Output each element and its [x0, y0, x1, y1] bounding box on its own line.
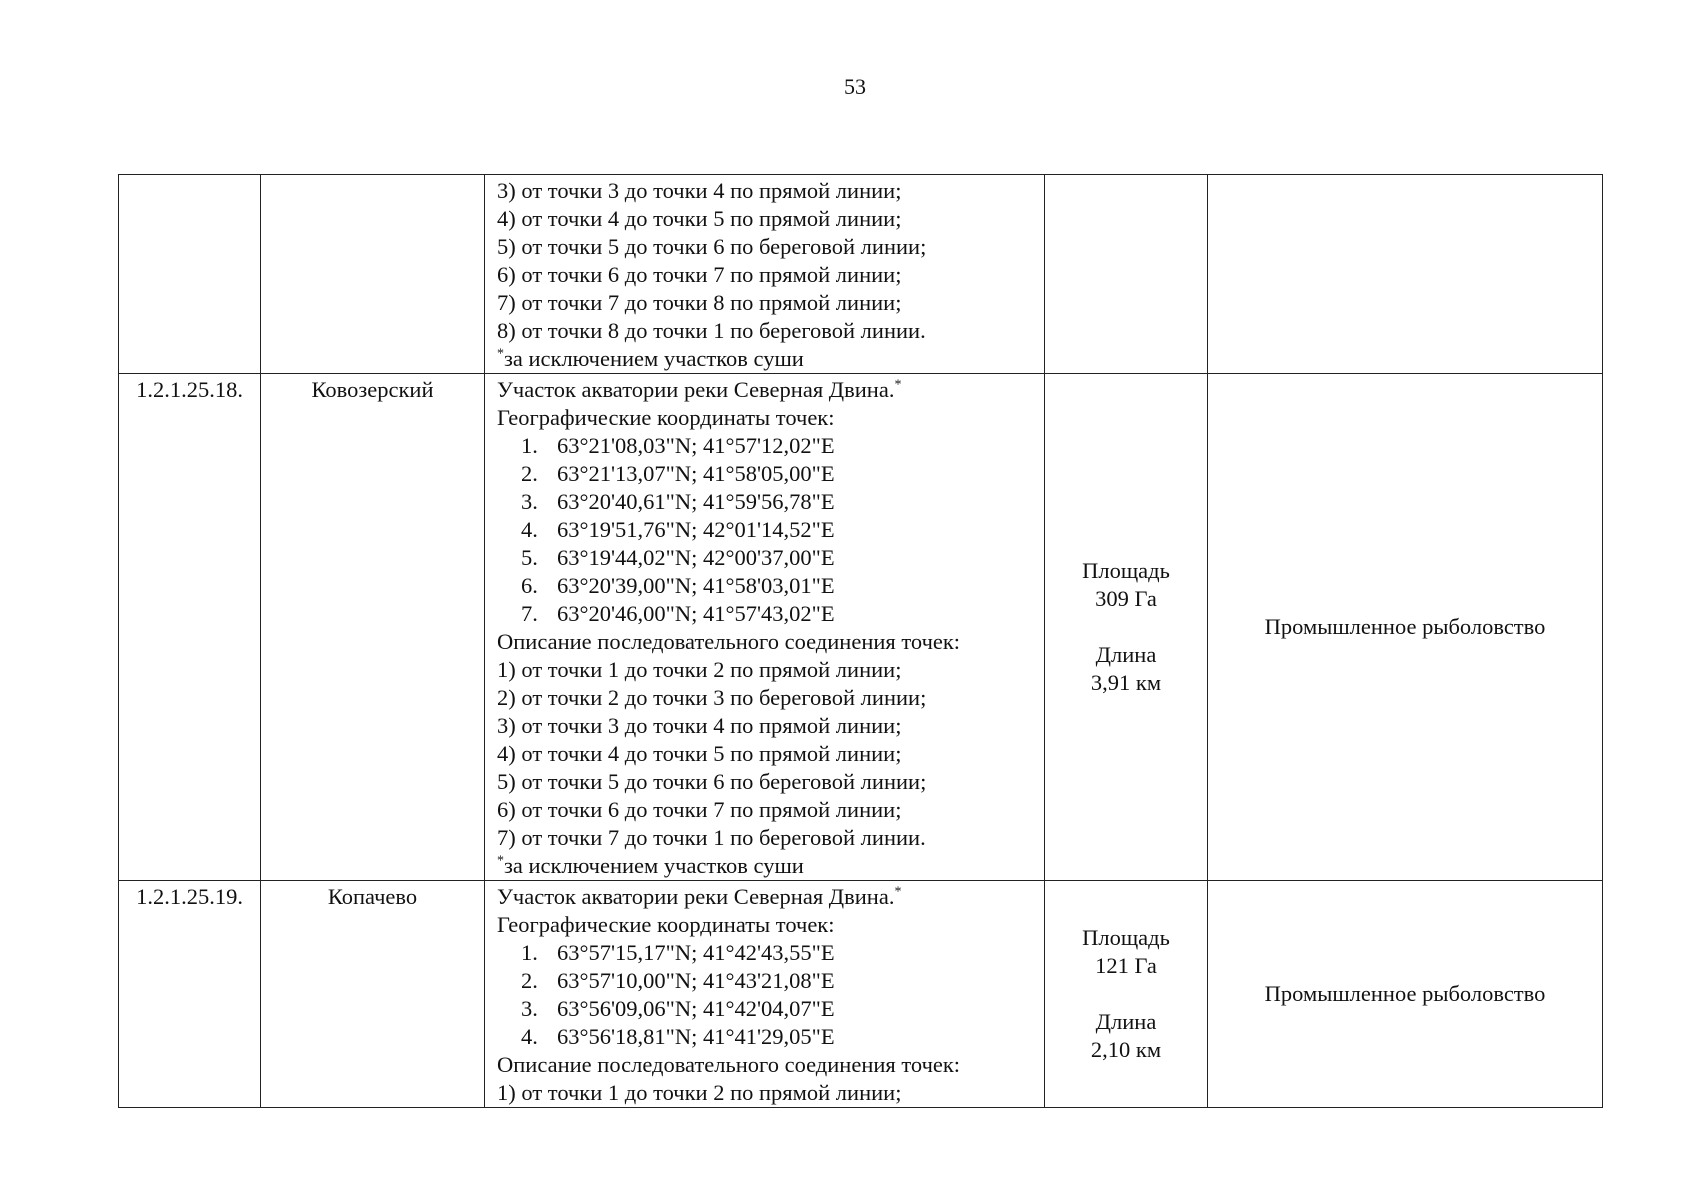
name-cell: Копачево	[261, 881, 485, 1108]
connection-line: 3) от точки 3 до точки 4 по прямой линии;	[497, 713, 902, 738]
coordinate-item: 2. 63°57'10,00"N; 41°43'21,08"E	[521, 968, 835, 993]
coordinate-item: 7. 63°20'46,00"N; 41°57'43,02"E	[521, 601, 835, 626]
area-value: 121 Га	[1095, 953, 1157, 978]
connection-line: 8) от точки 8 до точки 1 по береговой линии.	[497, 318, 926, 343]
length-label: Длина	[1095, 1009, 1157, 1034]
name-cell	[261, 175, 485, 374]
length-label: Длина	[1095, 642, 1157, 667]
table-row	[119, 881, 1603, 1108]
coordinate-item: 3. 63°20'40,61"N; 41°59'56,78"E	[521, 489, 835, 514]
coordinate-item: 6. 63°20'39,00"N; 41°58'03,01"E	[521, 573, 835, 598]
coordinate-item: 4. 63°56'18,81"N; 41°41'29,05"E	[521, 1024, 835, 1049]
connection-line: 6) от точки 6 до точки 7 по прямой линии;	[497, 262, 902, 287]
connection-line: 6) от точки 6 до точки 7 по прямой линии;	[497, 797, 902, 822]
area-title: Участок акватории реки Северная Двина.*	[497, 377, 902, 402]
page-number: 53	[844, 74, 866, 99]
coordinate-item: 3. 63°56'09,06"N; 41°42'04,07"E	[521, 996, 835, 1021]
connection-line: 4) от точки 4 до точки 5 по прямой линии;	[497, 206, 902, 231]
description-cell	[485, 175, 1045, 374]
connection-label: Описание последовательного соединения точек:	[497, 629, 961, 654]
connection-line: 5) от точки 5 до точки 6 по береговой линии;	[497, 234, 927, 259]
code-cell: 1.2.1.25.19.	[119, 881, 261, 1108]
coords-label: Географические координаты точек:	[497, 405, 835, 430]
name-cell: Ковозерский	[261, 374, 485, 881]
description-cell	[485, 374, 1045, 881]
footnote-mark: *	[497, 853, 504, 869]
code-cell: 1.2.1.25.18.	[119, 374, 261, 881]
purpose-cell	[1208, 175, 1603, 374]
footnote-mark: *	[894, 884, 902, 900]
connection-label: Описание последовательного соединения точек:	[497, 1052, 961, 1077]
description-cell	[485, 881, 1045, 1108]
area-label: Площадь	[1082, 925, 1170, 950]
length-value: 2,10 км	[1090, 1037, 1162, 1062]
coordinate-item: 5. 63°19'44,02"N; 42°00'37,00"E	[521, 545, 835, 570]
connection-line: 2) от точки 2 до точки 3 по береговой линии;	[497, 685, 927, 710]
coordinate-item: 1. 63°57'15,17"N; 41°42'43,55"E	[521, 940, 835, 965]
connection-line: 3) от точки 3 до точки 4 по прямой линии;	[497, 178, 902, 203]
connection-line: 1) от точки 1 до точки 2 по прямой линии;	[497, 1080, 902, 1105]
footnote: *за исключением участков суши	[497, 346, 804, 371]
code-cell	[119, 175, 261, 374]
size-cell	[1045, 175, 1208, 374]
sites-table	[118, 174, 1603, 1108]
area-label: Площадь	[1082, 558, 1170, 583]
connection-line: 4) от точки 4 до точки 5 по прямой линии;	[497, 741, 902, 766]
connection-line: 7) от точки 7 до точки 1 по береговой линии.	[497, 825, 926, 850]
coords-label: Географические координаты точек:	[497, 912, 835, 937]
coordinate-item: 1. 63°21'08,03"N; 41°57'12,02"E	[521, 433, 835, 458]
length-value: 3,91 км	[1090, 670, 1162, 695]
connection-line: 7) от точки 7 до точки 8 по прямой линии;	[497, 290, 902, 315]
size-cell	[1045, 881, 1208, 1108]
area-value: 309 Га	[1095, 586, 1157, 611]
connection-line: 5) от точки 5 до точки 6 по береговой линии;	[497, 769, 927, 794]
footnote: *за исключением участков суши	[497, 853, 804, 878]
coordinate-item: 2. 63°21'13,07"N; 41°58'05,00"E	[521, 461, 835, 486]
area-title: Участок акватории реки Северная Двина.*	[497, 884, 902, 909]
table-row	[119, 374, 1603, 881]
footnote-mark: *	[894, 377, 902, 393]
connection-line: 1) от точки 1 до точки 2 по прямой линии;	[497, 657, 902, 682]
purpose-cell: Промышленное рыболовство	[1208, 881, 1603, 1108]
footnote-mark: *	[497, 346, 504, 362]
purpose-cell: Промышленное рыболовство	[1208, 374, 1603, 881]
size-cell	[1045, 374, 1208, 881]
table-row	[119, 175, 1603, 374]
coordinate-item: 4. 63°19'51,76"N; 42°01'14,52"E	[521, 517, 835, 542]
